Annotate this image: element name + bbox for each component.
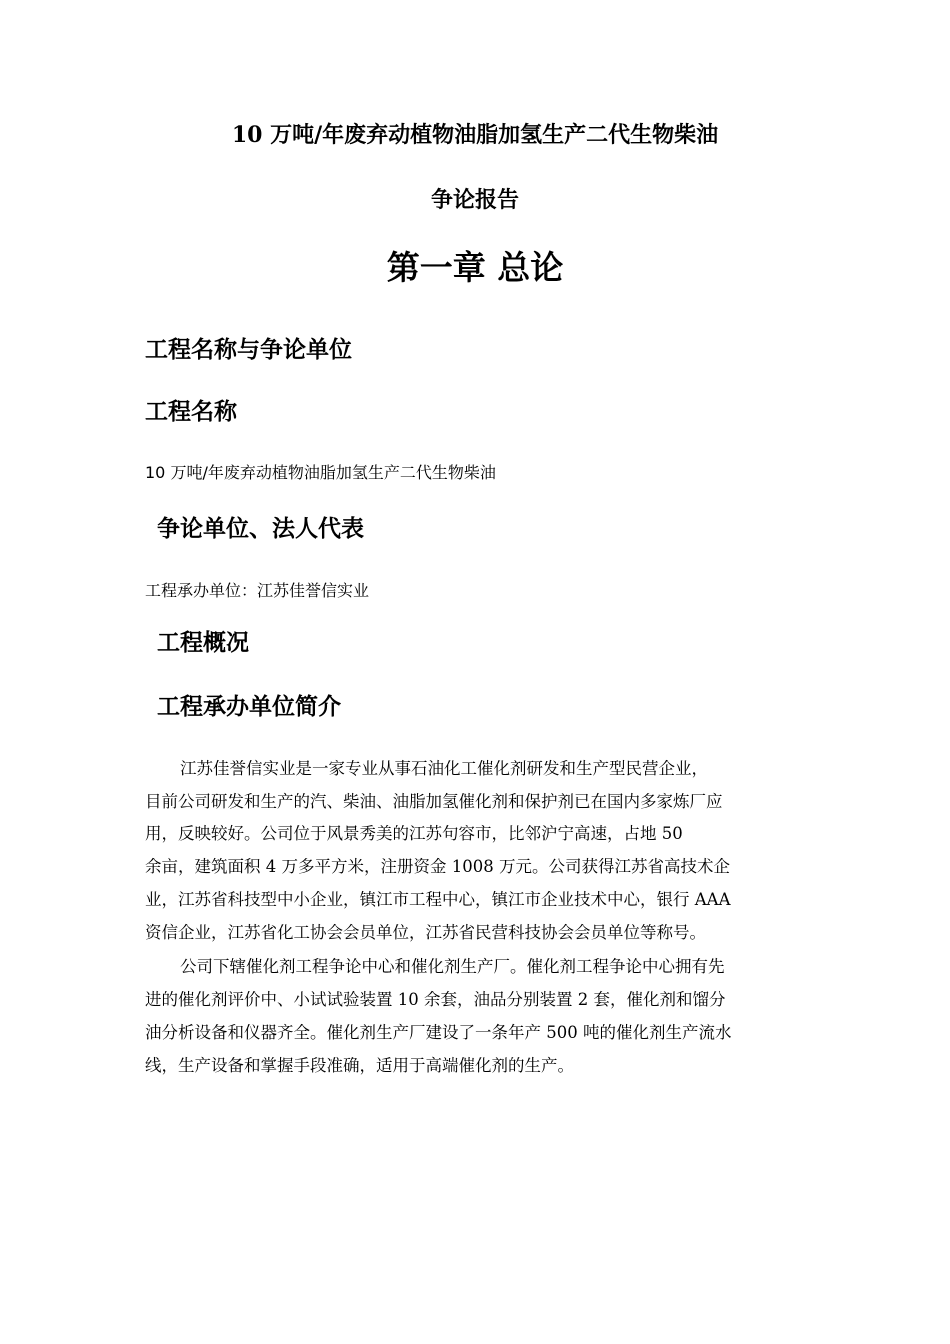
body-line: 余亩，建筑面积 4 万多平方米，注册资金 1008 万元。公司获得江苏省高技术企 xyxy=(145,857,730,876)
report-title-line-2: 争论报告 xyxy=(430,187,519,213)
body-line: 资信企业，江苏省化工协会会员单位，江苏省民营科技协会会员单位等称号。 xyxy=(145,923,706,942)
body-line: 用，反映较好。公司位于风景秀美的江苏句容市，比邻沪宁高速，占地 50 xyxy=(145,824,683,843)
body-line: 线，生产设备和掌握手段准确，适用于高端催化剂的生产。 xyxy=(145,1056,574,1075)
section-heading-project-and-unit: 工程名称与争论单位 xyxy=(145,337,352,363)
section-heading-project-name: 工程名称 xyxy=(145,399,237,425)
chapter-heading: 第一章 总论 xyxy=(386,248,564,287)
body-line: 公司下辖催化剂工程争论中心和催化剂生产厂。催化剂工程争论中心拥有先 xyxy=(180,957,725,976)
unit-text: 工程承办单位：江苏佳誉信实业 xyxy=(145,581,370,600)
section-heading-unit-representative: 争论单位、法人代表 xyxy=(157,516,364,542)
body-line: 油分析设备和仪器齐全。催化剂生产厂建设了一条年产 500 吨的催化剂生产流水 xyxy=(145,1023,732,1042)
body-line: 目前公司研发和生产的汽、柴油、油脂加氢催化剂和保护剂已在国内多家炼厂应 xyxy=(145,792,723,811)
project-name-text: 10 万吨/年废弃动植物油脂加氢生产二代生物柴油 xyxy=(145,463,496,482)
body-line: 业，江苏省科技型中小企业，镇江市工程中心，镇江市企业技术中心，银行 AAA xyxy=(145,890,731,909)
section-heading-unit-introduction: 工程承办单位简介 xyxy=(157,694,341,720)
report-title-line-1: 10 万吨/年废弃动植物油脂加氢生产二代生物柴油 xyxy=(231,122,719,148)
body-line: 进的催化剂评价中、小试试验装置 10 余套，油品分别装置 2 套，催化剂和馏分 xyxy=(145,990,726,1009)
body-line: 江苏佳誉信实业是一家专业从事石油化工催化剂研发和生产型民营企业， xyxy=(180,759,708,778)
section-heading-overview: 工程概况 xyxy=(157,630,249,656)
